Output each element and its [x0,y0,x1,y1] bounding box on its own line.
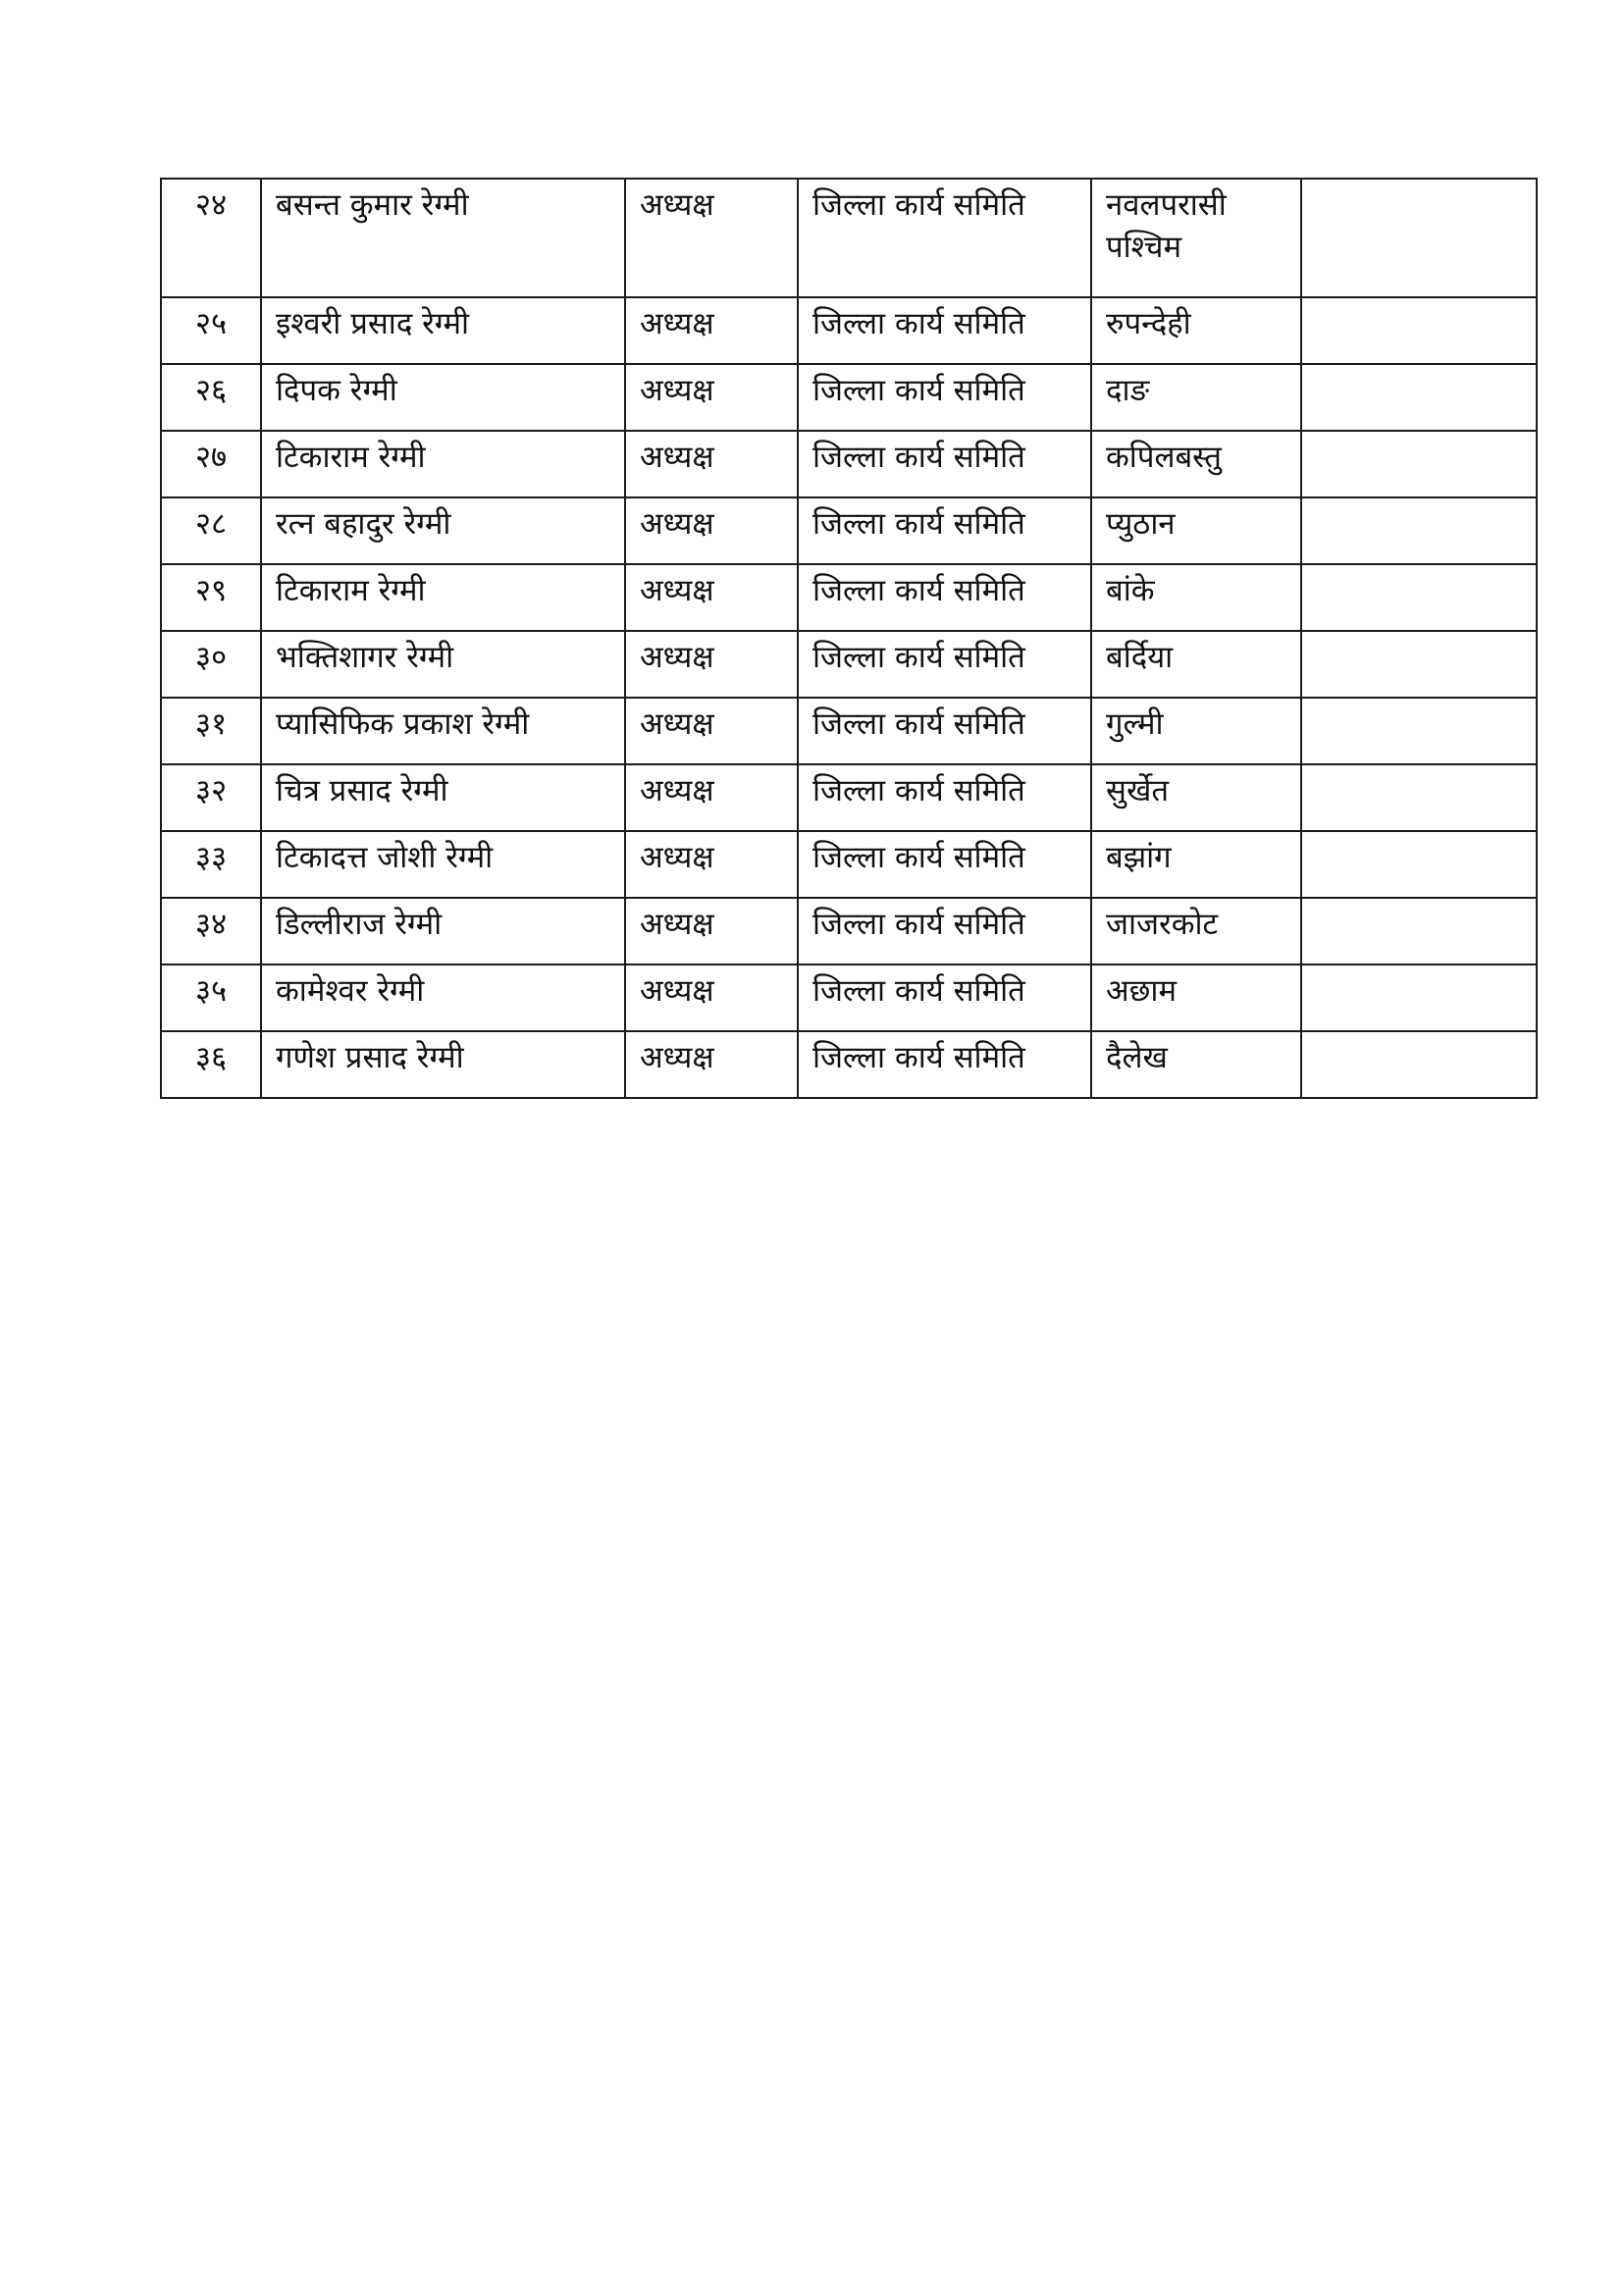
table-row [161,364,1537,431]
committee-cell: जिल्ला कार्य समिति [798,1031,1091,1098]
serial-number-cell: २६ [161,364,261,431]
table-row [161,764,1537,831]
position-cell: अध्यक्ष [625,497,798,564]
name-cell: दिपक रेग्मी [261,364,625,431]
position-cell: अध्यक्ष [625,898,798,965]
serial-number-cell: ३० [161,631,261,698]
district-cell: दाङ [1091,364,1301,431]
committee-cell: जिल्ला कार्य समिति [798,297,1091,364]
serial-number-cell: २९ [161,564,261,631]
remarks-cell [1301,631,1537,698]
district-cell: कपिलबस्तु [1091,431,1301,497]
remarks-cell [1301,497,1537,564]
name-cell: भक्तिशागर रेग्मी [261,631,625,698]
position-cell: अध्यक्ष [625,179,798,297]
district-cell: सुर्खेत [1091,764,1301,831]
position-cell: अध्यक्ष [625,831,798,898]
table-row [161,898,1537,965]
remarks-cell [1301,179,1537,297]
table-row [161,831,1537,898]
committee-cell: जिल्ला कार्य समिति [798,831,1091,898]
serial-number-cell: ३५ [161,965,261,1031]
name-cell: रत्न बहादुर रेग्मी [261,497,625,564]
district-cell: बर्दिया [1091,631,1301,698]
table-row [161,431,1537,497]
position-cell: अध्यक्ष [625,965,798,1031]
serial-number-cell: २४ [161,179,261,297]
position-cell: अध्यक्ष [625,431,798,497]
serial-number-cell: ३४ [161,898,261,965]
district-cell: नवलपरासी पश्चिम [1091,179,1301,297]
remarks-cell [1301,364,1537,431]
table-row [161,497,1537,564]
name-cell: प्यासिफिक प्रकाश रेग्मी [261,698,625,764]
table-row [161,965,1537,1031]
committee-cell: जिल्ला कार्य समिति [798,965,1091,1031]
district-cell: दैलेख [1091,1031,1301,1098]
remarks-cell [1301,564,1537,631]
position-cell: अध्यक्ष [625,564,798,631]
committee-cell: जिल्ला कार्य समिति [798,364,1091,431]
committee-roster-table [160,178,1538,1099]
district-cell: प्युठान [1091,497,1301,564]
committee-cell: जिल्ला कार्य समिति [798,898,1091,965]
remarks-cell [1301,965,1537,1031]
district-cell: बझांग [1091,831,1301,898]
remarks-cell [1301,898,1537,965]
name-cell: बसन्त कुमार रेग्मी [261,179,625,297]
remarks-cell [1301,297,1537,364]
remarks-cell [1301,1031,1537,1098]
table-row [161,698,1537,764]
table-row [161,1031,1537,1098]
serial-number-cell: २७ [161,431,261,497]
serial-number-cell: ३६ [161,1031,261,1098]
serial-number-cell: २५ [161,297,261,364]
name-cell: चित्र प्रसाद रेग्मी [261,764,625,831]
table-row [161,179,1537,297]
position-cell: अध्यक्ष [625,1031,798,1098]
committee-cell: जिल्ला कार्य समिति [798,698,1091,764]
district-cell: अछाम [1091,965,1301,1031]
table-row [161,297,1537,364]
district-cell: जाजरकोट [1091,898,1301,965]
position-cell: अध्यक्ष [625,698,798,764]
position-cell: अध्यक्ष [625,764,798,831]
remarks-cell [1301,831,1537,898]
name-cell: टिकाराम रेग्मी [261,431,625,497]
serial-number-cell: ३१ [161,698,261,764]
position-cell: अध्यक्ष [625,631,798,698]
remarks-cell [1301,698,1537,764]
district-cell: रुपन्देही [1091,297,1301,364]
table-row [161,631,1537,698]
name-cell: इश्वरी प्रसाद रेग्मी [261,297,625,364]
table-row [161,564,1537,631]
district-cell: बांके [1091,564,1301,631]
name-cell: डिल्लीराज रेग्मी [261,898,625,965]
remarks-cell [1301,431,1537,497]
district-cell: गुल्मी [1091,698,1301,764]
serial-number-cell: २८ [161,497,261,564]
name-cell: टिकाराम रेग्मी [261,564,625,631]
name-cell: टिकादत्त जोशी रेग्मी [261,831,625,898]
committee-cell: जिल्ला कार्य समिति [798,764,1091,831]
serial-number-cell: ३२ [161,764,261,831]
remarks-cell [1301,764,1537,831]
committee-cell: जिल्ला कार्य समिति [798,564,1091,631]
serial-number-cell: ३३ [161,831,261,898]
name-cell: गणेश प्रसाद रेग्मी [261,1031,625,1098]
committee-cell: जिल्ला कार्य समिति [798,631,1091,698]
committee-cell: जिल्ला कार्य समिति [798,179,1091,297]
committee-cell: जिल्ला कार्य समिति [798,431,1091,497]
name-cell: कामेश्वर रेग्मी [261,965,625,1031]
committee-cell: जिल्ला कार्य समिति [798,497,1091,564]
position-cell: अध्यक्ष [625,297,798,364]
position-cell: अध्यक्ष [625,364,798,431]
